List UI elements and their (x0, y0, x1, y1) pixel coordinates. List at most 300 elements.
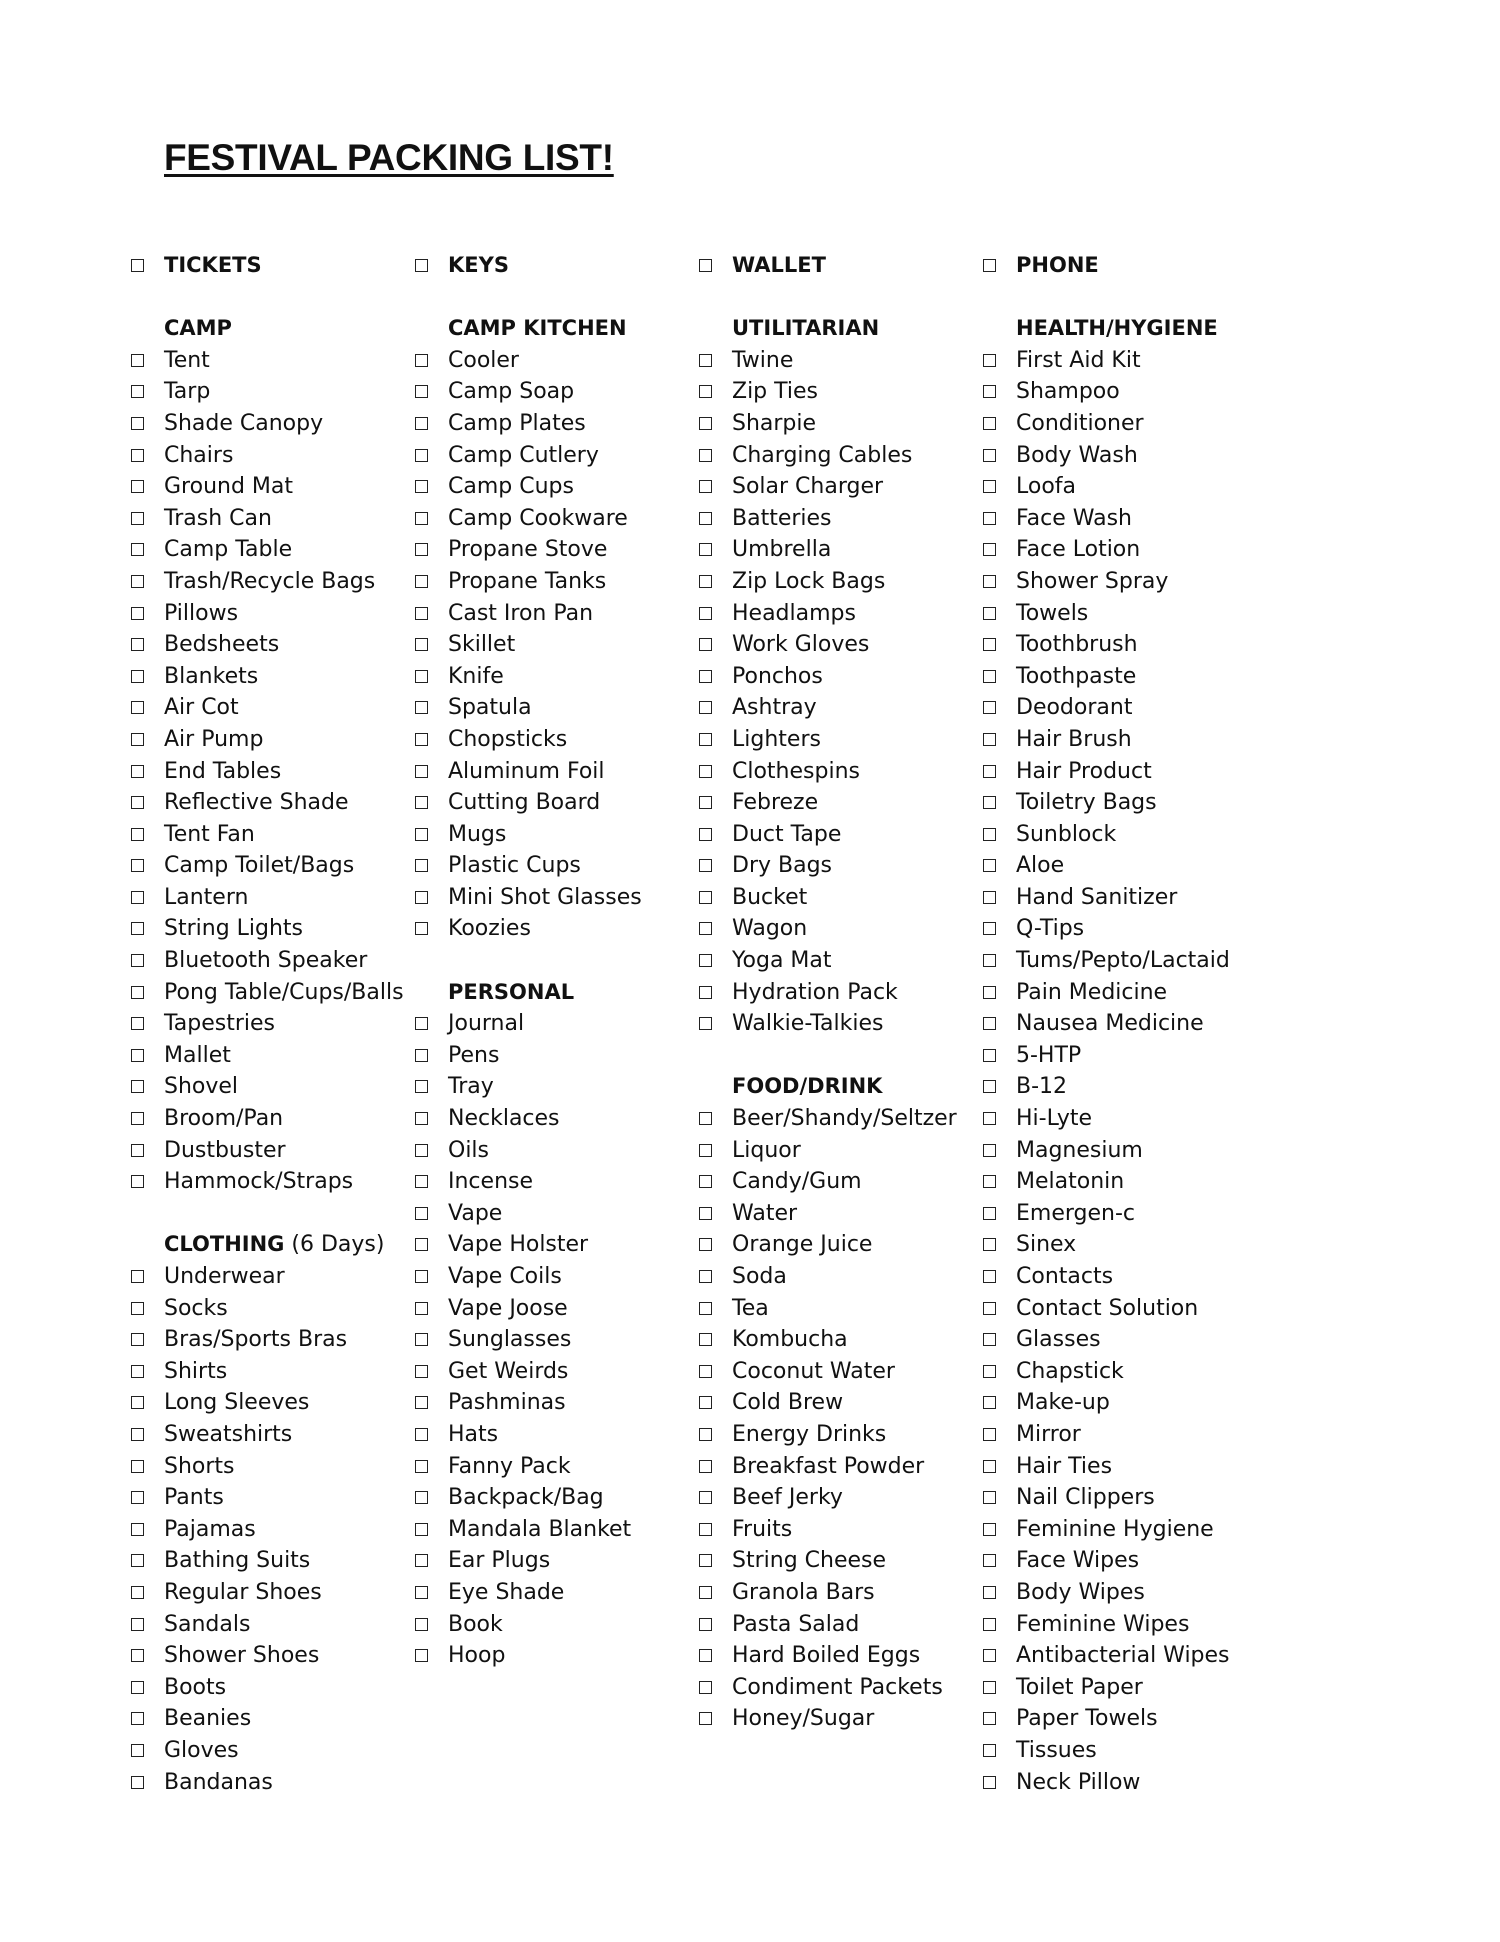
checklist-item[interactable] (983, 819, 1268, 851)
checklist-item[interactable] (415, 376, 700, 408)
checkbox[interactable] (983, 1712, 996, 1725)
checkbox[interactable] (131, 385, 144, 398)
checkbox[interactable] (131, 1776, 144, 1789)
checklist-item[interactable] (699, 692, 984, 724)
checklist-item[interactable] (131, 1419, 416, 1451)
checklist-item[interactable] (131, 1261, 416, 1293)
checklist-item[interactable] (131, 1767, 416, 1799)
checkbox[interactable] (415, 733, 428, 746)
checklist-item[interactable] (983, 1198, 1268, 1230)
checkbox[interactable] (983, 1270, 996, 1283)
checklist-item[interactable] (415, 1229, 700, 1261)
checkbox[interactable] (415, 417, 428, 430)
checklist-item[interactable] (983, 1577, 1268, 1609)
checklist-item[interactable] (983, 629, 1268, 661)
checkbox[interactable] (699, 1460, 712, 1473)
checklist-item[interactable] (983, 1166, 1268, 1198)
checkbox[interactable] (415, 1491, 428, 1504)
checklist-item[interactable] (983, 692, 1268, 724)
checklist-item[interactable] (983, 471, 1268, 503)
checklist-item[interactable] (131, 1514, 416, 1546)
checklist-item[interactable] (983, 1419, 1268, 1451)
checklist-item[interactable] (415, 882, 700, 914)
essential-item[interactable] (131, 250, 416, 282)
checkbox[interactable] (415, 1238, 428, 1251)
checkbox[interactable] (983, 1112, 996, 1125)
checkbox[interactable] (415, 1618, 428, 1631)
checklist-item[interactable] (131, 566, 416, 598)
checkbox[interactable] (131, 954, 144, 967)
checklist-item[interactable] (983, 1229, 1268, 1261)
checkbox[interactable] (699, 1144, 712, 1157)
checklist-item[interactable] (983, 724, 1268, 756)
checkbox[interactable] (699, 1491, 712, 1504)
checklist-item[interactable] (415, 756, 700, 788)
checkbox[interactable] (131, 1618, 144, 1631)
checkbox[interactable] (699, 354, 712, 367)
checkbox[interactable] (131, 1744, 144, 1757)
checklist-item[interactable] (131, 598, 416, 630)
checklist-item[interactable] (983, 376, 1268, 408)
checklist-item[interactable] (983, 1261, 1268, 1293)
checkbox[interactable] (131, 1396, 144, 1409)
checklist-item[interactable] (131, 629, 416, 661)
checkbox[interactable] (699, 765, 712, 778)
checkbox[interactable] (983, 1681, 996, 1694)
checklist-item[interactable] (699, 1577, 984, 1609)
checkbox[interactable] (983, 449, 996, 462)
checklist-item[interactable] (699, 1198, 984, 1230)
checkbox[interactable] (699, 1681, 712, 1694)
checklist-item[interactable] (699, 1672, 984, 1704)
checkbox[interactable] (131, 891, 144, 904)
checklist-item[interactable] (983, 566, 1268, 598)
checkbox[interactable] (131, 1460, 144, 1473)
checklist-item[interactable] (415, 661, 700, 693)
checkbox[interactable] (415, 1365, 428, 1378)
checklist-item[interactable] (415, 534, 700, 566)
checklist-item[interactable] (699, 1008, 984, 1040)
checkbox[interactable] (983, 480, 996, 493)
checklist-item[interactable] (699, 756, 984, 788)
checkbox[interactable] (131, 1365, 144, 1378)
checklist-item[interactable] (131, 1672, 416, 1704)
checklist-item[interactable] (415, 503, 700, 535)
checklist-item[interactable] (131, 1609, 416, 1641)
checkbox[interactable] (983, 417, 996, 430)
checklist-item[interactable] (699, 787, 984, 819)
checklist-item[interactable] (415, 1609, 700, 1641)
checkbox[interactable] (699, 1175, 712, 1188)
checkbox[interactable] (131, 1175, 144, 1188)
checkbox[interactable] (983, 575, 996, 588)
checkbox[interactable] (131, 1112, 144, 1125)
checkbox[interactable] (415, 1112, 428, 1125)
checkbox[interactable] (415, 543, 428, 556)
checklist-item[interactable] (131, 1008, 416, 1040)
checklist-item[interactable] (415, 1356, 700, 1388)
checkbox[interactable] (131, 638, 144, 651)
checklist-item[interactable] (699, 1387, 984, 1419)
checkbox[interactable] (983, 1491, 996, 1504)
checkbox[interactable] (131, 1554, 144, 1567)
checkbox[interactable] (131, 417, 144, 430)
checklist-item[interactable] (699, 977, 984, 1009)
checkbox[interactable] (983, 922, 996, 935)
checkbox[interactable] (699, 385, 712, 398)
checkbox[interactable] (415, 1302, 428, 1315)
checkbox[interactable] (415, 1396, 428, 1409)
checkbox[interactable] (699, 480, 712, 493)
checklist-item[interactable] (699, 1482, 984, 1514)
checkbox[interactable] (131, 670, 144, 683)
checklist-item[interactable] (131, 1356, 416, 1388)
checkbox[interactable] (415, 1649, 428, 1662)
checkbox[interactable] (131, 1649, 144, 1662)
checkbox[interactable] (415, 670, 428, 683)
checkbox[interactable] (983, 1144, 996, 1157)
checkbox[interactable] (699, 1396, 712, 1409)
checkbox[interactable] (983, 1744, 996, 1757)
checklist-item[interactable] (131, 1040, 416, 1072)
checklist-item[interactable] (699, 1166, 984, 1198)
checkbox[interactable] (131, 480, 144, 493)
checkbox[interactable] (131, 607, 144, 620)
checkbox[interactable] (699, 733, 712, 746)
checklist-item[interactable] (415, 1387, 700, 1419)
checklist-item[interactable] (983, 503, 1268, 535)
checklist-item[interactable] (415, 913, 700, 945)
checkbox[interactable] (131, 1302, 144, 1315)
checkbox[interactable] (983, 354, 996, 367)
checkbox[interactable] (415, 638, 428, 651)
checkbox[interactable] (699, 259, 712, 272)
checkbox[interactable] (131, 796, 144, 809)
checklist-item[interactable] (415, 1640, 700, 1672)
checkbox[interactable] (983, 512, 996, 525)
checkbox[interactable] (983, 796, 996, 809)
checklist-item[interactable] (983, 408, 1268, 440)
checkbox[interactable] (699, 1302, 712, 1315)
checklist-item[interactable] (131, 1703, 416, 1735)
checklist-item[interactable] (131, 819, 416, 851)
checkbox[interactable] (699, 922, 712, 935)
checkbox[interactable] (131, 1080, 144, 1093)
checklist-item[interactable] (131, 1166, 416, 1198)
checklist-item[interactable] (983, 1514, 1268, 1546)
checklist-item[interactable] (415, 850, 700, 882)
checkbox[interactable] (983, 765, 996, 778)
checkbox[interactable] (415, 891, 428, 904)
checkbox[interactable] (415, 385, 428, 398)
checklist-item[interactable] (415, 566, 700, 598)
checklist-item[interactable] (699, 408, 984, 440)
checklist-item[interactable] (983, 1071, 1268, 1103)
checklist-item[interactable] (131, 977, 416, 1009)
checklist-item[interactable] (131, 376, 416, 408)
checklist-item[interactable] (415, 1198, 700, 1230)
checkbox[interactable] (983, 828, 996, 841)
checkbox[interactable] (699, 575, 712, 588)
checklist-item[interactable] (131, 1482, 416, 1514)
checkbox[interactable] (415, 1428, 428, 1441)
checkbox[interactable] (983, 670, 996, 683)
checkbox[interactable] (415, 1333, 428, 1346)
checklist-item[interactable] (415, 408, 700, 440)
checklist-item[interactable] (699, 945, 984, 977)
checklist-item[interactable] (415, 1103, 700, 1135)
checkbox[interactable] (983, 1207, 996, 1220)
checkbox[interactable] (699, 828, 712, 841)
checklist-item[interactable] (983, 1609, 1268, 1641)
checkbox[interactable] (131, 449, 144, 462)
checklist-item[interactable] (699, 913, 984, 945)
checklist-item[interactable] (699, 566, 984, 598)
checkbox[interactable] (131, 512, 144, 525)
checklist-item[interactable] (415, 1577, 700, 1609)
checklist-item[interactable] (699, 1229, 984, 1261)
checkbox[interactable] (699, 1365, 712, 1378)
checklist-item[interactable] (131, 1135, 416, 1167)
checkbox[interactable] (415, 1523, 428, 1536)
checkbox[interactable] (699, 986, 712, 999)
checkbox[interactable] (699, 1270, 712, 1283)
checklist-item[interactable] (983, 345, 1268, 377)
essential-item[interactable] (699, 250, 984, 282)
checklist-item[interactable] (983, 1451, 1268, 1483)
checkbox[interactable] (415, 1554, 428, 1567)
checklist-item[interactable] (131, 1577, 416, 1609)
checklist-item[interactable] (983, 977, 1268, 1009)
checklist-item[interactable] (699, 819, 984, 851)
checklist-item[interactable] (131, 1451, 416, 1483)
checklist-item[interactable] (131, 945, 416, 977)
checkbox[interactable] (983, 1460, 996, 1473)
checkbox[interactable] (415, 1270, 428, 1283)
checklist-item[interactable] (983, 440, 1268, 472)
checkbox[interactable] (131, 1017, 144, 1030)
checklist-item[interactable] (983, 882, 1268, 914)
checkbox[interactable] (699, 1333, 712, 1346)
checklist-item[interactable] (415, 345, 700, 377)
checkbox[interactable] (699, 1554, 712, 1567)
checkbox[interactable] (415, 796, 428, 809)
checklist-item[interactable] (415, 1324, 700, 1356)
checkbox[interactable] (699, 1649, 712, 1662)
checkbox[interactable] (131, 543, 144, 556)
checklist-item[interactable] (131, 661, 416, 693)
checkbox[interactable] (699, 1017, 712, 1030)
checkbox[interactable] (983, 1175, 996, 1188)
checkbox[interactable] (415, 765, 428, 778)
checklist-item[interactable] (699, 1293, 984, 1325)
checklist-item[interactable] (131, 787, 416, 819)
checkbox[interactable] (131, 828, 144, 841)
checkbox[interactable] (983, 543, 996, 556)
checklist-item[interactable] (415, 1166, 700, 1198)
essential-item[interactable] (983, 250, 1268, 282)
checkbox[interactable] (983, 859, 996, 872)
checkbox[interactable] (983, 1554, 996, 1567)
checklist-item[interactable] (131, 692, 416, 724)
checkbox[interactable] (415, 1144, 428, 1157)
checklist-item[interactable] (415, 598, 700, 630)
checkbox[interactable] (983, 1017, 996, 1030)
checkbox[interactable] (131, 701, 144, 714)
checklist-item[interactable] (415, 1261, 700, 1293)
checkbox[interactable] (983, 733, 996, 746)
checkbox[interactable] (415, 701, 428, 714)
checklist-item[interactable] (131, 1387, 416, 1419)
checkbox[interactable] (415, 922, 428, 935)
checkbox[interactable] (131, 575, 144, 588)
checkbox[interactable] (415, 259, 428, 272)
checklist-item[interactable] (131, 1071, 416, 1103)
checkbox[interactable] (415, 1017, 428, 1030)
checkbox[interactable] (415, 512, 428, 525)
checklist-item[interactable] (983, 1135, 1268, 1167)
checkbox[interactable] (983, 1333, 996, 1346)
checklist-item[interactable] (983, 661, 1268, 693)
checkbox[interactable] (131, 1681, 144, 1694)
checklist-item[interactable] (699, 534, 984, 566)
checkbox[interactable] (131, 1333, 144, 1346)
checkbox[interactable] (983, 954, 996, 967)
checkbox[interactable] (699, 1618, 712, 1631)
checkbox[interactable] (983, 1396, 996, 1409)
checklist-item[interactable] (699, 1135, 984, 1167)
checklist-item[interactable] (983, 598, 1268, 630)
checklist-item[interactable] (415, 1545, 700, 1577)
checkbox[interactable] (983, 1238, 996, 1251)
checkbox[interactable] (415, 828, 428, 841)
checkbox[interactable] (699, 796, 712, 809)
checklist-item[interactable] (415, 1482, 700, 1514)
checklist-item[interactable] (699, 1103, 984, 1135)
checklist-item[interactable] (699, 1324, 984, 1356)
checklist-item[interactable] (131, 345, 416, 377)
checkbox[interactable] (699, 891, 712, 904)
checkbox[interactable] (415, 1175, 428, 1188)
checkbox[interactable] (131, 1712, 144, 1725)
checkbox[interactable] (415, 354, 428, 367)
checkbox[interactable] (699, 1712, 712, 1725)
checkbox[interactable] (131, 1270, 144, 1283)
checklist-item[interactable] (415, 724, 700, 756)
checkbox[interactable] (415, 1049, 428, 1062)
checklist-item[interactable] (131, 503, 416, 535)
checklist-item[interactable] (983, 1640, 1268, 1672)
checkbox[interactable] (699, 417, 712, 430)
checklist-item[interactable] (699, 503, 984, 535)
checkbox[interactable] (699, 638, 712, 651)
essential-item[interactable] (415, 250, 700, 282)
checklist-item[interactable] (131, 850, 416, 882)
checkbox[interactable] (699, 1207, 712, 1220)
checkbox[interactable] (699, 859, 712, 872)
checklist-item[interactable] (699, 1703, 984, 1735)
checklist-item[interactable] (983, 1703, 1268, 1735)
checklist-item[interactable] (699, 598, 984, 630)
checkbox[interactable] (699, 607, 712, 620)
checklist-item[interactable] (983, 1293, 1268, 1325)
checkbox[interactable] (983, 891, 996, 904)
checklist-item[interactable] (983, 1324, 1268, 1356)
checklist-item[interactable] (699, 1640, 984, 1672)
checkbox[interactable] (415, 1460, 428, 1473)
checklist-item[interactable] (131, 1735, 416, 1767)
checklist-item[interactable] (131, 471, 416, 503)
checkbox[interactable] (699, 1523, 712, 1536)
checkbox[interactable] (699, 1586, 712, 1599)
checkbox[interactable] (699, 1428, 712, 1441)
checkbox[interactable] (983, 1365, 996, 1378)
checkbox[interactable] (131, 922, 144, 935)
checklist-item[interactable] (983, 1040, 1268, 1072)
checklist-item[interactable] (983, 534, 1268, 566)
checkbox[interactable] (131, 1144, 144, 1157)
checklist-item[interactable] (131, 1103, 416, 1135)
checkbox[interactable] (983, 1776, 996, 1789)
checklist-item[interactable] (699, 1356, 984, 1388)
checkbox[interactable] (131, 1428, 144, 1441)
checkbox[interactable] (415, 607, 428, 620)
checklist-item[interactable] (131, 882, 416, 914)
checkbox[interactable] (131, 859, 144, 872)
checklist-item[interactable] (983, 1008, 1268, 1040)
checklist-item[interactable] (131, 1545, 416, 1577)
checkbox[interactable] (983, 1302, 996, 1315)
checkbox[interactable] (131, 1586, 144, 1599)
checkbox[interactable] (415, 480, 428, 493)
checklist-item[interactable] (699, 661, 984, 693)
checkbox[interactable] (983, 638, 996, 651)
checklist-item[interactable] (415, 471, 700, 503)
checkbox[interactable] (983, 1649, 996, 1662)
checklist-item[interactable] (415, 1514, 700, 1546)
checklist-item[interactable] (983, 1387, 1268, 1419)
checklist-item[interactable] (415, 787, 700, 819)
checklist-item[interactable] (699, 882, 984, 914)
checkbox[interactable] (699, 1112, 712, 1125)
checklist-item[interactable] (699, 1419, 984, 1451)
checkbox[interactable] (415, 1586, 428, 1599)
checkbox[interactable] (983, 1049, 996, 1062)
checklist-item[interactable] (699, 1609, 984, 1641)
checkbox[interactable] (415, 449, 428, 462)
checklist-item[interactable] (983, 1545, 1268, 1577)
checklist-item[interactable] (699, 345, 984, 377)
checklist-item[interactable] (415, 1135, 700, 1167)
checklist-item[interactable] (415, 819, 700, 851)
checklist-item[interactable] (415, 1419, 700, 1451)
checkbox[interactable] (415, 575, 428, 588)
checkbox[interactable] (983, 1586, 996, 1599)
checklist-item[interactable] (983, 1482, 1268, 1514)
checkbox[interactable] (983, 1428, 996, 1441)
checklist-item[interactable] (131, 440, 416, 472)
checklist-item[interactable] (699, 1514, 984, 1546)
checkbox[interactable] (699, 701, 712, 714)
checklist-item[interactable] (415, 1293, 700, 1325)
checklist-item[interactable] (699, 1545, 984, 1577)
checklist-item[interactable] (699, 629, 984, 661)
checkbox[interactable] (131, 1049, 144, 1062)
checklist-item[interactable] (415, 1040, 700, 1072)
checkbox[interactable] (131, 354, 144, 367)
checklist-item[interactable] (415, 1071, 700, 1103)
checkbox[interactable] (983, 1618, 996, 1631)
